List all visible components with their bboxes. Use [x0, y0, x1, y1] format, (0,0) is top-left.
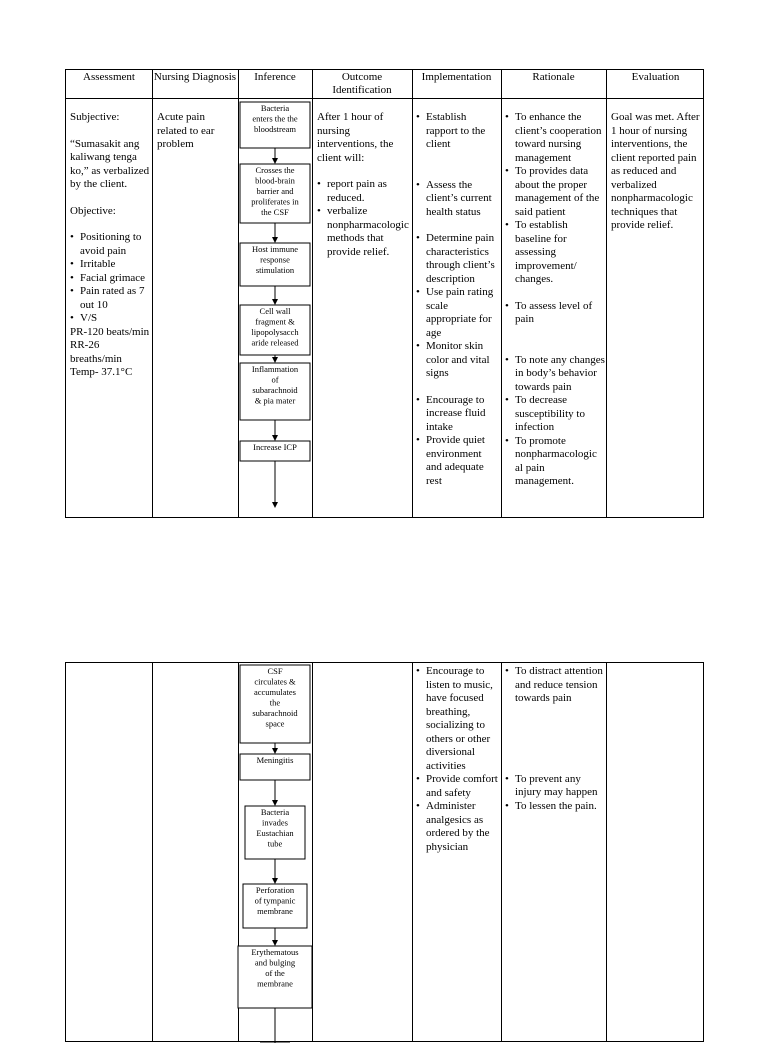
implementation-list	[416, 111, 500, 488]
implementation-cell	[416, 111, 500, 488]
flow-step-box	[240, 441, 310, 461]
flow-step-text: Meningitis	[256, 755, 294, 765]
flow-step-text: stimulation	[255, 265, 295, 275]
flow-step-box	[240, 665, 310, 743]
implementation-item: • Determine pain characteristics through client’s description	[416, 232, 500, 286]
implementation-item: • Monitor skin color and vital signs	[416, 340, 500, 381]
flow-step-box	[240, 305, 310, 355]
flow-step-box	[240, 164, 310, 223]
vital-sign: RR-26 breaths/min	[70, 339, 122, 365]
objective-item: • Pain rated as 7 out 10	[70, 285, 150, 312]
flow-step-text: Erythematous	[251, 947, 299, 957]
inference-flowchart-continued	[238, 663, 312, 1043]
flow-step-box	[245, 806, 305, 859]
flow-step-box	[240, 243, 310, 286]
header-inference: Inference	[254, 71, 296, 83]
rationale-item: • To distract attention and reduce tension towards pain	[505, 665, 605, 706]
rationale-item: • To prevent any injury may happen	[505, 773, 605, 800]
flow-step-box	[240, 363, 310, 420]
evaluation-cell	[611, 111, 703, 233]
rationale-item: • To promote nonpharmacologic al pain management.	[505, 435, 605, 489]
flow-step-text: of	[271, 374, 279, 385]
outcome-list	[317, 178, 410, 259]
flow-arrowhead	[272, 237, 278, 243]
flow-arrowhead	[272, 748, 278, 754]
flow-step-box	[240, 102, 310, 148]
rationale-item: • To assess level of pain	[505, 300, 605, 327]
subjective-text: “Sumasakit ang kaliwang tenga ko,” as verbalized by the client.	[70, 137, 150, 190]
inference-flowchart	[238, 98, 312, 518]
flow-step-text: the CSF	[261, 207, 289, 217]
flow-step-text: Bacteria	[260, 807, 290, 817]
implementation-cell-continued	[416, 665, 500, 854]
flow-step-text: & pia mater	[254, 395, 296, 406]
flow-step-text: Bacteria	[260, 103, 290, 113]
flow-arrowhead	[272, 502, 278, 508]
flow-step-text: of tympanic	[254, 895, 296, 906]
implementation-item: • Assess the client’s current health status	[416, 179, 500, 220]
rationale-list-continued	[505, 665, 605, 813]
vital-sign: Temp- 37.1°C	[70, 366, 133, 378]
objective-item: • Positioning to avoid pain	[70, 231, 150, 258]
outcome-item: • verbalize nonpharmacologic methods that provide relief.	[317, 205, 410, 259]
flow-step-text: accumulates	[253, 687, 297, 697]
flow-step-text: membrane	[257, 978, 293, 989]
flow-arrowhead	[272, 878, 278, 884]
outcome-intro: After 1 hour of nursing interventions, the client will:	[317, 111, 394, 164]
care-plan-table-1	[65, 69, 704, 518]
assessment-cell	[70, 111, 150, 380]
rationale-item: • To enhance the client’s cooperation toward nursing management	[505, 111, 605, 165]
flow-arrowhead	[272, 800, 278, 806]
flow-step-text: of the	[265, 968, 285, 978]
flow-step-text: Cell wall	[259, 306, 291, 316]
flow-step-text: membrane	[257, 906, 293, 916]
header-rationale: Rationale	[532, 71, 575, 83]
rationale-item: • To note any changes in body’s behavior towards pain	[505, 354, 605, 395]
flow-step-box	[238, 946, 312, 1008]
rationale-item: • To establish baseline for assessing improvement/ changes.	[505, 219, 605, 287]
outcome-item: • report pain as reduced.	[317, 178, 410, 205]
implementation-list-continued	[416, 665, 500, 854]
flow-step-text: subarachnoid	[252, 708, 298, 718]
implementation-item: • Encourage to increase fluid intake	[416, 394, 500, 435]
diagnosis-cell	[157, 111, 235, 152]
flow-step-text: barrier and	[256, 186, 294, 196]
rationale-cell-continued	[505, 665, 605, 813]
flow-step-text: proliferates in	[251, 196, 299, 207]
flow-step-text: bloodstream	[253, 124, 297, 134]
objective-label: Objective:	[70, 204, 116, 217]
header-nursing-diagnosis: Nursing Diagnosis	[153, 71, 237, 83]
flow-step-text: invades	[262, 817, 288, 828]
flow-arrowhead	[272, 299, 278, 305]
implementation-item: • Administer analgesics as ordered by the physician	[416, 800, 500, 854]
implementation-item: • Provide comfort and safety	[416, 773, 500, 800]
rationale-list	[505, 111, 605, 489]
rationale-item: • To provides data about the proper management of the said patient	[505, 165, 605, 219]
flow-step-text: response	[260, 254, 290, 265]
implementation-item: • Encourage to listen to music, have focused breathing, socializing to others or other diversional activities	[416, 665, 500, 773]
flow-arrowhead	[272, 940, 278, 946]
outcome-cell	[317, 111, 410, 259]
flow-step-text: Increase ICP	[253, 442, 297, 452]
flow-step-text: lipopolysacch	[251, 327, 299, 337]
flow-step-text: Crosses the	[255, 165, 295, 175]
subjective-label: Subjective:	[70, 111, 120, 123]
flow-step-text: Perforation	[255, 885, 295, 895]
flow-step-box	[240, 754, 310, 780]
flow-step-text: circulates &	[254, 676, 296, 687]
objective-item: • Facial grimace	[70, 272, 150, 286]
flow-step-text: tube	[267, 838, 283, 849]
flow-step-text: the	[269, 697, 281, 708]
vital-sign: PR-120 beats/min	[70, 325, 150, 338]
implementation-item: • Use pain rating scale appropriate for age	[416, 286, 500, 340]
flow-step-text: space	[265, 718, 285, 729]
flow-step-text: CSF	[267, 666, 283, 676]
flow-step-text: Eustachian	[256, 828, 294, 838]
flow-arrowhead	[272, 158, 278, 164]
objective-item: • V/S	[70, 312, 150, 326]
flow-step-text: enters the the	[252, 113, 298, 124]
flow-arrowhead	[272, 435, 278, 441]
header-evaluation: Evaluation	[631, 71, 680, 83]
flow-arrowhead	[272, 357, 278, 363]
header-assessment: Assessment	[83, 71, 135, 83]
flow-step-text: subarachnoid	[252, 385, 298, 395]
rationale-item: • To decrease susceptibility to infection	[505, 394, 605, 435]
nursing-diagnosis-text: Acute pain related to ear problem	[157, 111, 215, 150]
flow-step-text: Inflammation	[251, 364, 299, 374]
header-implementation: Implementation	[421, 71, 492, 83]
flow-step-text: aride released	[251, 337, 299, 348]
flow-step-text: and bulging	[254, 957, 296, 968]
care-plan-table-2	[65, 662, 704, 1042]
implementation-item: • Provide quiet environment and adequate rest	[416, 434, 500, 488]
objective-list	[70, 231, 150, 326]
implementation-item: • Establish rapport to the client	[416, 111, 500, 152]
evaluation-text: Goal was met. After 1 hour of nursing interventions, the client reported pain as reduced and verbalized nonpharmacologic techniques that provide relief.	[611, 111, 700, 231]
flow-step-text: fragment &	[255, 316, 295, 327]
objective-item: • Irritable	[70, 258, 150, 272]
flow-step-box	[243, 884, 307, 928]
flow-step-text: blood-brain	[255, 175, 295, 186]
rationale-cell	[505, 111, 605, 489]
header-outcome-identification: Outcome Identification	[332, 71, 392, 96]
flow-step-text: Host immune	[251, 244, 299, 254]
rationale-item: • To lessen the pain.	[505, 800, 605, 814]
